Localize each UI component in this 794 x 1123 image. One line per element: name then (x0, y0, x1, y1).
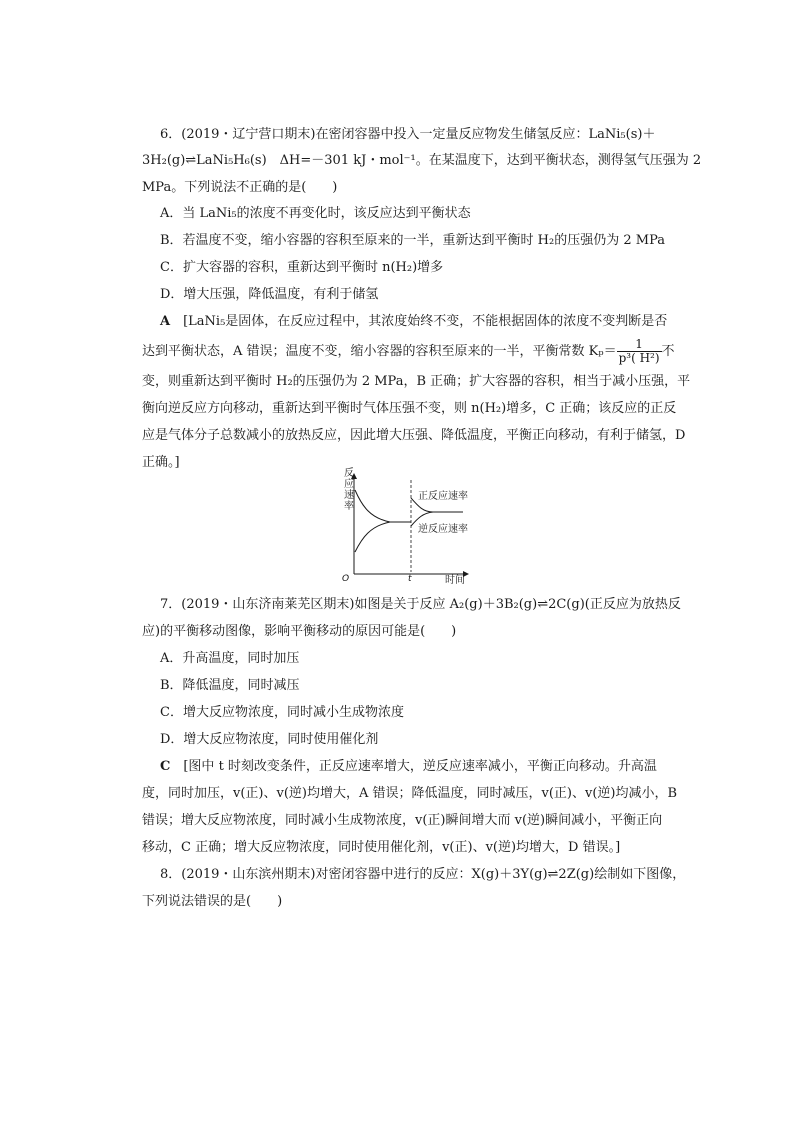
q6-answer-line1 (160, 313, 667, 331)
q6-answer-line2 (142, 335, 675, 369)
q6-option-b: B．若温度不变，缩小容器的容积至原来的一半，重新达到平衡时 H₂的压强仍为 2 MPa (160, 233, 665, 248)
q6-answer-line6: 正确。] (142, 455, 180, 470)
q6-answer-line3: 变，则重新达到平衡时 H₂的压强仍为 2 MPa，B 正确；扩大容器的容积，相当于减小压强，平 (142, 374, 691, 389)
y-axis-label-3: 速 (344, 490, 354, 501)
q6-option-a: A．当 LaNi₅的浓度不再变化时，该反应达到平衡状态 (160, 206, 471, 221)
y-axis-label-1: 反 (344, 468, 354, 479)
q7-answer-letter: C (160, 759, 171, 774)
q7-option-a: A．升高温度，同时加压 (160, 651, 300, 666)
q6-stem-line1: 6．(2019・辽宁营口期末)在密闭容器中投入一定量反应物发生储氢反应：LaNi₅(s)＋ (160, 127, 656, 142)
kp-numerator: 1 (617, 338, 662, 352)
q6-answer-text2b: 不 (661, 344, 675, 359)
q7-answer-text1: [图中 t 时刻改变条件，正反应速率增大，逆反应速率减小，平衡正向移动。升高温 (170, 759, 657, 774)
legend-reverse-rate: 逆反应速率 (418, 524, 468, 535)
q7-answer-line4: 移动，C 正确；增大反应物浓度，同时使用催化剂，v(正)、v(逆)均增大，D 错误。] (142, 840, 621, 855)
legend-forward-rate: 正反应速率 (418, 491, 468, 502)
y-axis-label-4: 率 (344, 501, 354, 512)
kp-denominator: p³( H²) (618, 351, 660, 365)
q6-answer-line5: 应是气体分子总数减小的放热反应，因此增大压强、降低温度，平衡正向移动，有利于储氢，D (142, 428, 686, 443)
origin-label: O (342, 574, 350, 584)
kp-fraction (617, 338, 662, 365)
q6-answer-text2a: 达到平衡状态，A 错误；温度不变，缩小容器的容积至原来的一半，平衡常数 Kₚ＝ (142, 344, 617, 359)
q6-stem-line2: 3H₂(g)⇌LaNi₅H₆(s) ΔH=－301 kJ・mol⁻¹。在某温度下，达到平衡状态，测得氢气压强为 2 (142, 153, 702, 168)
q7-stem-line1: 7．(2019・山东济南莱芜区期末)如图是关于反应 A₂(g)＋3B₂(g)⇌2C(g)(正反应为放热反 (160, 597, 681, 612)
q7-answer-line1 (160, 758, 657, 776)
q8-stem-line1: 8．(2019・山东滨州期末)对密闭容器中进行的反应：X(g)＋3Y(g)⇌2Z(g)绘制如下图像， (160, 867, 686, 882)
x-axis-label: 时间 (445, 575, 465, 586)
q6-option-d: D．增大压强，降低温度，有利于储氢 (160, 287, 379, 302)
q6-answer-text1: [LaNi₅是固体，在反应过程中，其浓度始终不变，不能根据固体的浓度不变判断是否 (170, 314, 668, 329)
rate-time-chart (318, 466, 478, 586)
q6-answer-line4: 衡向逆反应方向移动，重新达到平衡时气体压强不变，则 n(H₂)增多，C 正确；该反应的正反 (142, 401, 677, 416)
t-label: t (408, 574, 412, 584)
q7-option-c: C．增大反应物浓度，同时减小生成物浓度 (160, 705, 404, 720)
q7-option-b: B．降低温度，同时减压 (160, 678, 300, 693)
y-axis-label-2: 应 (344, 479, 354, 490)
q6-option-c: C．扩大容器的容积，重新达到平衡时 n(H₂)增多 (160, 260, 444, 275)
forward-rate-before-t (355, 490, 411, 522)
q7-answer-line2: 度，同时加压，v(正)、v(逆)均增大，A 错误；降低温度，同时减压，v(正)、v(逆)均减小，B (142, 786, 678, 801)
q7-stem-line2: 应)的平衡移动图像，影响平衡移动的原因可能是( ) (142, 624, 457, 639)
q8-stem-line2: 下列说法错误的是( ) (142, 894, 283, 909)
q7-option-d: D．增大反应物浓度，同时使用催化剂 (160, 732, 379, 747)
reverse-rate-before-t (355, 522, 390, 552)
q7-answer-line3: 错误；增大反应物浓度，同时减小生成物浓度，v(正)瞬间增大而 v(逆)瞬间减小，平衡正向 (142, 813, 663, 828)
q6-stem-line3: MPa。下列说法不正确的是( ) (142, 180, 338, 195)
q6-answer-letter: A (160, 314, 171, 329)
